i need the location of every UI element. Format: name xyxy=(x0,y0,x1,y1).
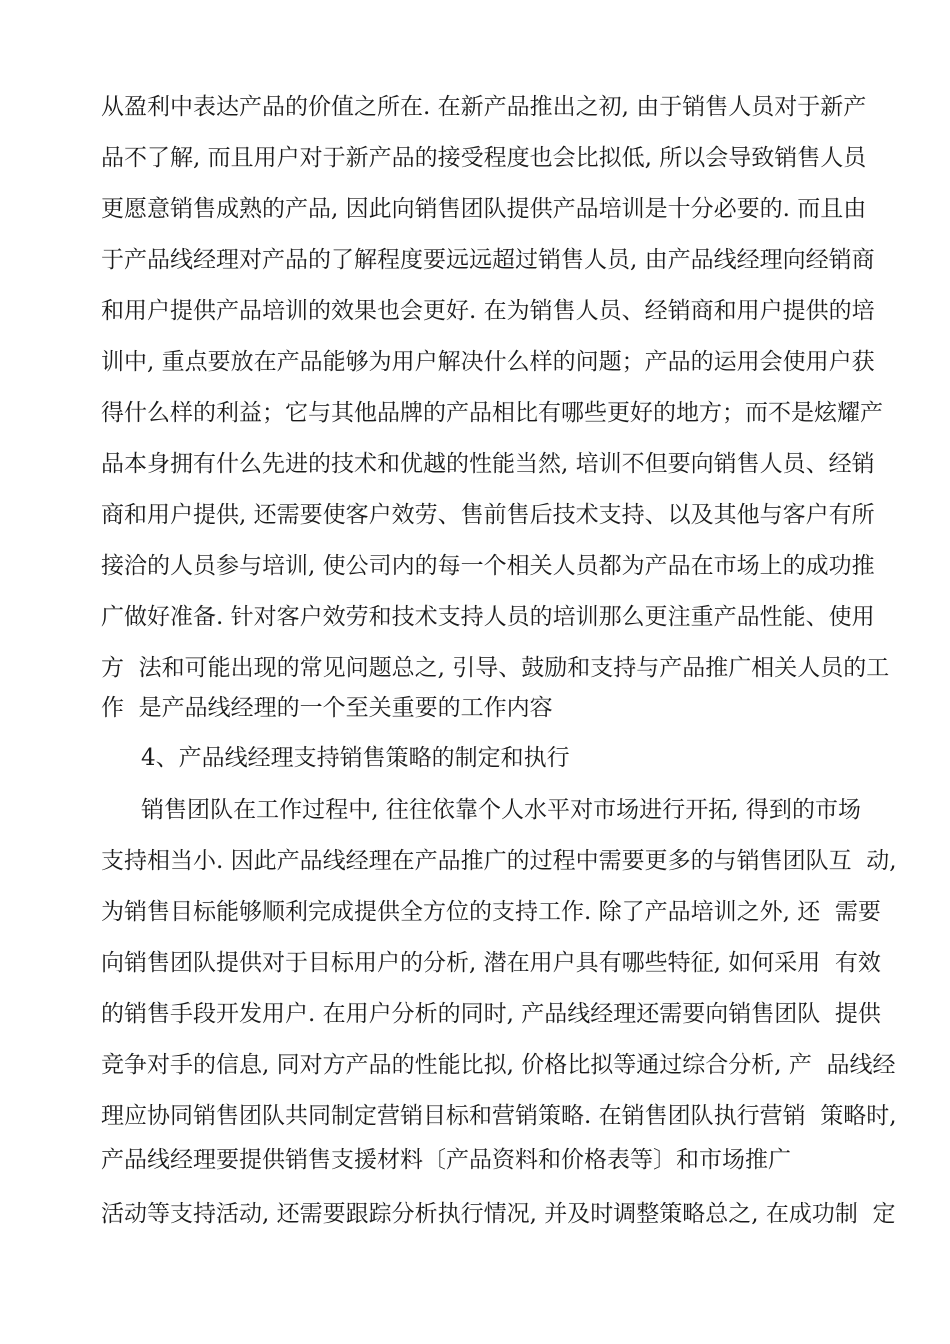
paragraph-line: 训中, 重点要放在产品能够为用户解决什么样的问题；产品的运用会使用户获 xyxy=(101,349,875,375)
paragraph-line: 和用户提供产品培训的效果也会更好. 在为销售人员、经销商和用户提供的培 xyxy=(101,298,875,324)
paragraph-line: 方 法和可能出现的常见问题总之, 引导、鼓励和支持与产品推广相关人员的工 xyxy=(101,655,890,681)
paragraph-line: 商和用户提供, 还需要使客户效劳、售前售后技术支持、以及其他与客户有所 xyxy=(101,502,875,528)
paragraph-line: 于产品线经理对产品的了解程度要远远超过销售人员, 由产品线经理向经销商 xyxy=(101,247,875,273)
paragraph-line: 得什么样的利益；它与其他品牌的产品相比有哪些更好的地方；而不是炫耀产 xyxy=(101,400,883,426)
paragraph-line: 产品线经理要提供销售支援材料〔产品资料和价格表等〕和市场推广 xyxy=(101,1147,791,1173)
paragraph-line: 品本身拥有什么先进的技术和优越的性能当然, 培训不但要向销售人员、经销 xyxy=(101,451,875,477)
paragraph-line: 作 是产品线经理的一个至关重要的工作内容 xyxy=(101,695,553,721)
section-heading: 4、产品线经理支持销售策略的制定和执行 xyxy=(141,745,570,771)
paragraph-line: 从盈利中表达产品的价值之所在. 在新产品推出之初, 由于销售人员对于新产 xyxy=(101,94,867,120)
paragraph-line: 支持相当小. 因此产品线经理在产品推广的过程中需要更多的与销售团队互 动, xyxy=(101,848,897,874)
paragraph-line: 广做好准备. 针对客户效劳和技术支持人员的培训那么更注重产品性能、使用 xyxy=(101,604,875,630)
paragraph-line: 更愿意销售成熟的产品, 因此向销售团队提供产品培训是十分必要的. 而且由 xyxy=(101,196,867,222)
paragraph-line: 的销售手段开发用户. 在用户分析的同时, 产品线经理还需要向销售团队 提供 xyxy=(101,1001,881,1027)
paragraph-line: 活动等支持活动, 还需要跟踪分析执行情况, 并及时调整策略总之, 在成功制 定 xyxy=(101,1201,896,1227)
paragraph-line: 接洽的人员参与培训, 使公司内的每一个相关人员都为产品在市场上的成功推 xyxy=(101,553,875,579)
paragraph-line: 为销售目标能够顺利完成提供全方位的支持工作. 除了产品培训之外, 还 需要 xyxy=(101,899,881,925)
paragraph-line: 理应协同销售团队共同制定营销目标和营销策略. 在销售团队执行营销 策略时, xyxy=(101,1103,897,1129)
paragraph-line: 品不了解, 而且用户对于新产品的接受程度也会比拟低, 所以会导致销售人员 xyxy=(101,145,867,171)
paragraph-line: 竞争对手的信息, 同对方产品的性能比拟, 价格比拟等通过综合分析, 产 品线经 xyxy=(101,1052,896,1078)
paragraph-line: 销售团队在工作过程中, 往往依靠个人水平对市场进行开拓, 得到的市场 xyxy=(141,797,861,823)
paragraph-line: 向销售团队提供对于目标用户的分析, 潜在用户具有哪些特征, 如何采用 有效 xyxy=(101,950,881,976)
